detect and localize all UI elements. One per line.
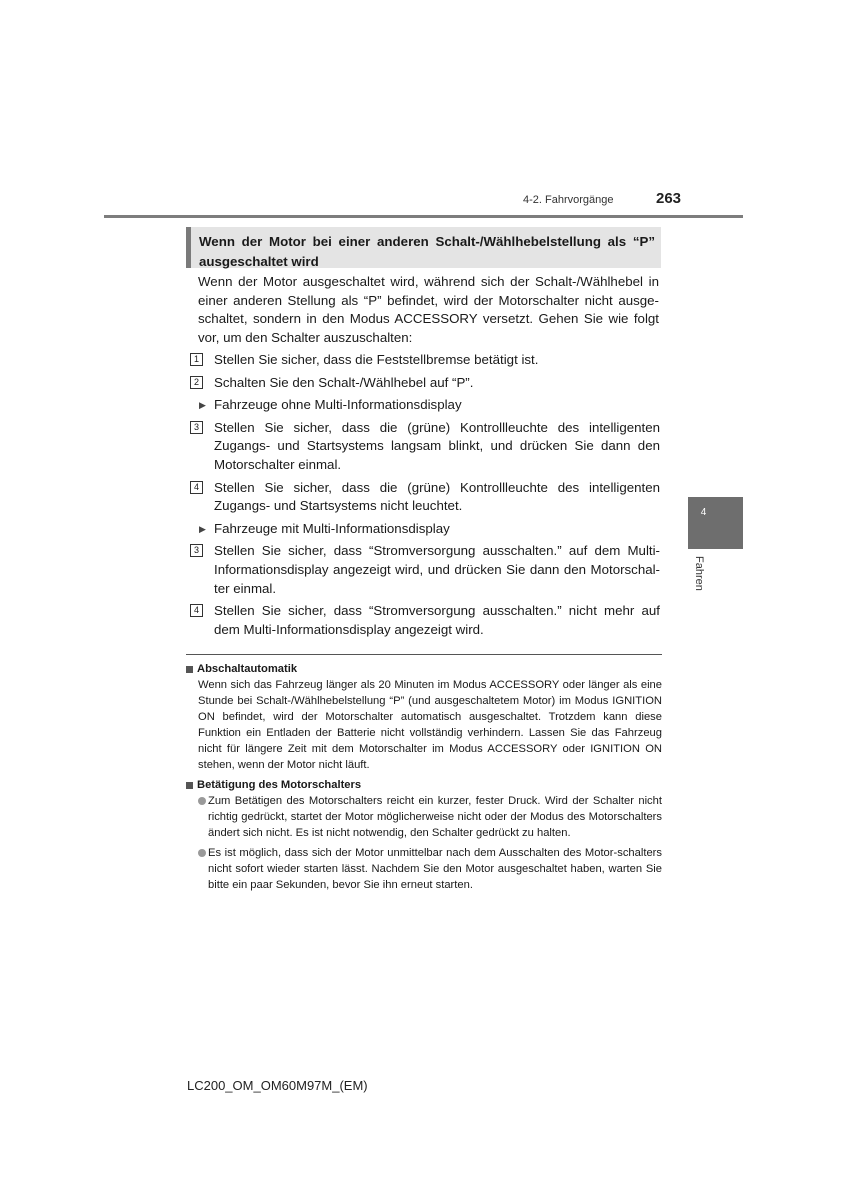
step-number: 1 [190, 353, 203, 366]
section-title: Wenn der Motor bei einer anderen Schalt-/Wählhebelstellung als “P” ausgeschaltet wird [186, 227, 661, 268]
note-heading-operation [186, 777, 662, 793]
note-heading-text: Abschaltautomatik [197, 663, 298, 675]
procedure-steps [190, 351, 660, 643]
header-section-title: 4-2. Fahrvorgänge [523, 194, 614, 206]
notes-section [186, 661, 662, 897]
chapter-label: Fahren [693, 556, 705, 591]
note-body-auto-off: Wenn sich das Fahrzeug länger als 20 Minuten im Modus ACCESSORY oder länger als eine Stunde bei Schalt-/Wählhebelstellung “P” (und ausgeschaltetem Motor) im Modus IGNITION ON befindet, wird der Motorschalter automatisch ausgeschaltet. Trotzdem kann diese Funktion ein Entladen der Batterie nicht vollständig verhindern. Lassen Sie das Fahrzeug nicht für längere Zeit mit dem Motorschalter im Modus ACCESSORY oder IGNITION ON stehen, wenn der Motor nicht läuft. [198, 679, 662, 771]
step-3-no-display [190, 419, 660, 475]
header-divider [104, 215, 743, 218]
step-1 [190, 351, 660, 370]
square-bullet-icon [186, 782, 193, 789]
section-intro: Wenn der Motor ausgeschaltet wird, während sich der Schalt-/Wählhebel in einer anderen Stellung als “P” befindet, wird der Motorschalter nicht ausge-schaltet, sondern in den Modus ACCESSORY versetzt. Gehen Sie wie folgt vor, um den Schalter auszuschalten: [198, 274, 659, 345]
circle-bullet-icon [198, 797, 206, 805]
step-number: 3 [190, 544, 203, 557]
step-number: 2 [190, 376, 203, 389]
step-text: Stellen Sie sicher, dass die (grüne) Kontrollleuchte des intelligenten Zugangs- und Startsystems langsam blinkt, und drücken Sie dann den Motorschalter einmal. [214, 419, 660, 472]
step-2 [190, 374, 660, 393]
step-text: Stellen Sie sicher, dass die (grüne) Kontrollleuchte des intelligenten Zugangs- und Startsystems nicht leuchtet. [214, 479, 660, 514]
chapter-number: 4 [700, 507, 707, 518]
circle-bullet-icon [198, 849, 206, 857]
bullet-text: Zum Betätigen des Motorschalters reicht ein kurzer, fester Druck. Wird der Schalter nicht richtig gedrückt, startet der Motor möglicherweise nicht oder der Modus des Motorschalters ändert sich nicht. Es ist nicht notwendig, den Schalter gedrückt zu halten. [208, 795, 662, 839]
note-heading-auto-off [186, 661, 662, 677]
notes-divider [186, 654, 662, 655]
chapter-label-wrapper [691, 556, 711, 606]
step-text: Schalten Sie den Schalt-/Wählhebel auf “P”. [214, 374, 474, 390]
step-number: 3 [190, 421, 203, 434]
triangle-right-icon: ▶ [199, 523, 206, 534]
step-text: Stellen Sie sicher, dass “Stromversorgung ausschalten.” nicht mehr auf dem Multi-Informationsdisplay angezeigt wird. [214, 603, 660, 637]
condition-text: Fahrzeuge mit Multi-Informationsdisplay [214, 520, 450, 536]
condition-with-display [190, 520, 660, 539]
step-4-with-display [190, 602, 660, 639]
page-number: 263 [656, 190, 682, 207]
note-bullet-2 [186, 845, 662, 893]
note-heading-text: Betätigung des Motorschalters [197, 779, 362, 791]
bullet-text: Es ist möglich, dass sich der Motor unmittelbar nach dem Ausschalten des Motor-schalters nicht sofort wieder starten lässt. Nachdem Sie den Motor ausgeschaltet haben, warten Sie bitte ein paar Sekunden, bevor Sie ihn erneut starten. [208, 847, 662, 891]
chapter-tab[interactable] [688, 497, 743, 549]
step-number: 4 [190, 604, 203, 617]
condition-no-display [190, 396, 660, 415]
note-bullet-1 [186, 793, 662, 841]
step-3-with-display [190, 542, 660, 598]
triangle-right-icon: ▶ [199, 400, 206, 411]
document-code: LC200_OM_OM60M97M_(EM) [187, 1078, 368, 1093]
step-text: Stellen Sie sicher, dass “Stromversorgung ausschalten.” auf dem Multi-Informationsdisplay angezeigt wird, und drücken Sie dann den Motorschal-ter einmal. [214, 543, 660, 596]
step-text: Stellen Sie sicher, dass die Feststellbremse betätigt ist. [214, 352, 539, 367]
step-number: 4 [190, 481, 203, 494]
condition-text: Fahrzeuge ohne Multi-Informationsdisplay [214, 397, 462, 413]
step-4-no-display [190, 479, 660, 516]
square-bullet-icon [186, 666, 193, 673]
